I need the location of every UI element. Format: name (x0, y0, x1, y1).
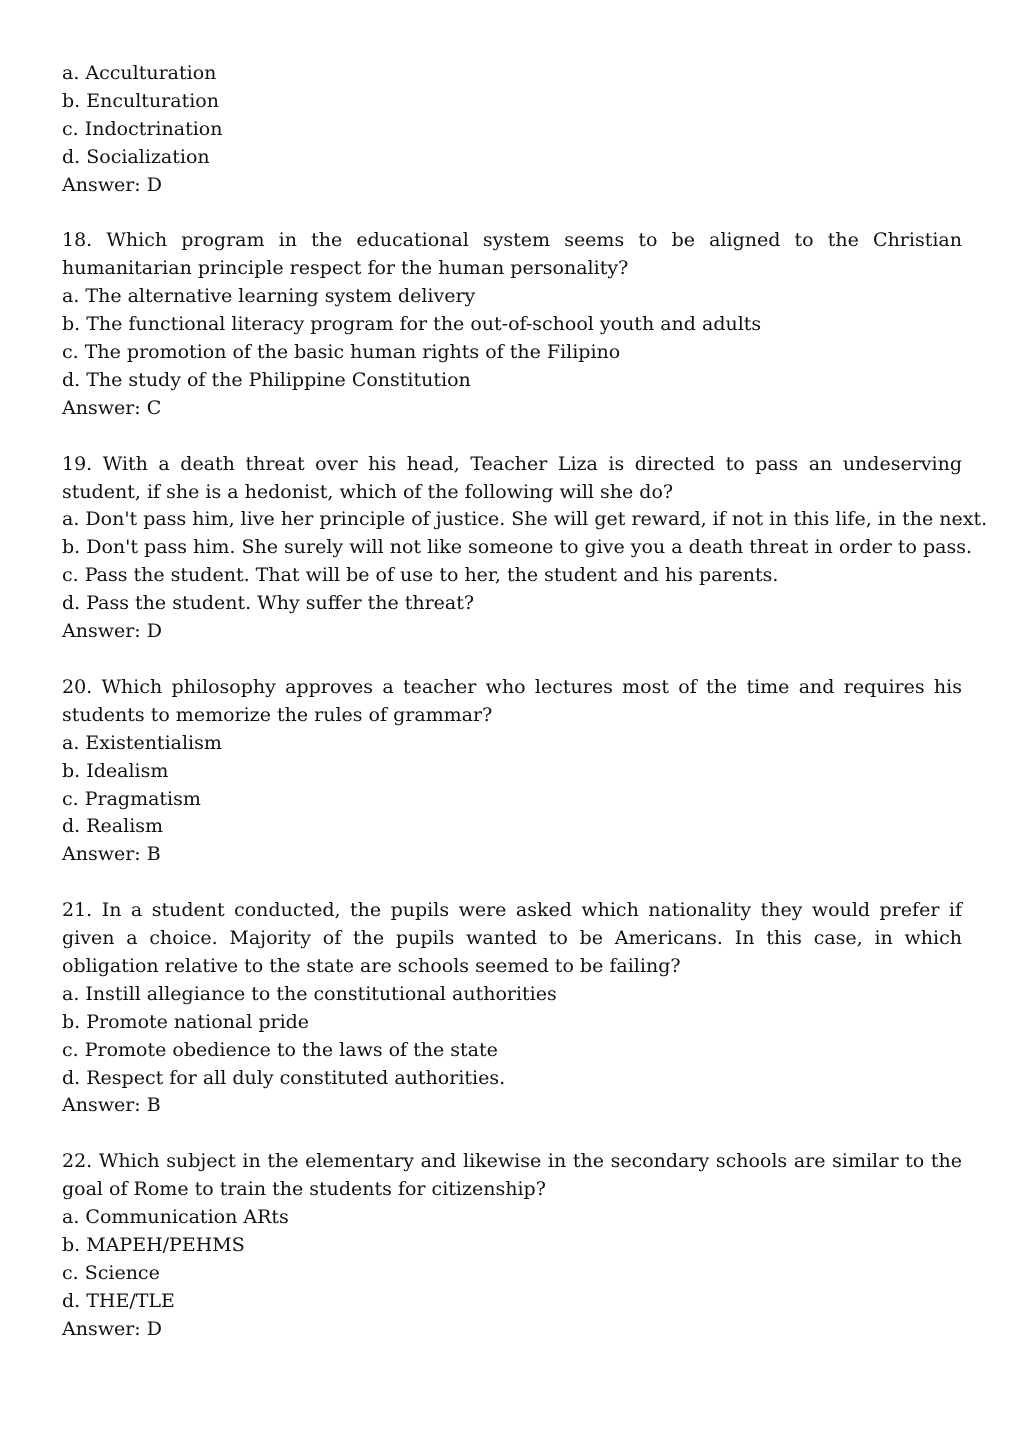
option-b: b. Don't pass him. She surely will not like someone to give you a death threat in order to pass. (62, 536, 973, 559)
option-b: b. Enculturation (62, 89, 219, 112)
section-spacer (62, 423, 962, 451)
question-text: 19. With a death threat over his head, Teacher Liza is directed to pass an undeserving student, if she is a hedonist, which of the following will she do? (62, 452, 962, 503)
section-spacer (62, 200, 962, 228)
option-a: a. Instill allegiance to the constitutional authorities (62, 982, 557, 1005)
answer-line: Answer: C (62, 396, 162, 419)
section-spacer (62, 646, 962, 674)
option-d: d. THE/TLE (62, 1289, 175, 1312)
option-d: d. Respect for all duly constituted authorities. (62, 1066, 506, 1089)
option-c: c. Indoctrination (62, 117, 223, 140)
document-page (62, 60, 988, 1344)
answer-line: Answer: D (62, 1317, 162, 1340)
section-spacer (62, 869, 962, 897)
answer-line: Answer: D (62, 173, 162, 196)
section-spacer (62, 1120, 962, 1148)
option-d: d. Socialization (62, 145, 210, 168)
option-b: b. MAPEH/PEHMS (62, 1233, 245, 1256)
option-a: a. Communication ARts (62, 1206, 289, 1229)
question-18-block (62, 227, 962, 422)
question-22-block (62, 1148, 962, 1343)
question-19-block (62, 451, 988, 646)
option-b: b. Idealism (62, 759, 169, 782)
option-c: c. Promote obedience to the laws of the state (62, 1038, 498, 1061)
option-d: d. The study of the Philippine Constitution (62, 368, 471, 391)
option-c: c. The promotion of the basic human rights of the Filipino (62, 341, 621, 364)
option-c: c. Pragmatism (62, 787, 201, 810)
option-a: a. Acculturation (62, 62, 217, 84)
answer-line: Answer: B (62, 1094, 161, 1117)
option-d: d. Realism (62, 815, 164, 838)
option-b: b. The functional literacy program for the out-of-school youth and adults (62, 313, 762, 336)
option-b: b. Promote national pride (62, 1010, 310, 1033)
option-a: a. Existentialism (62, 731, 222, 754)
question-text: 18. Which program in the educational system seems to be aligned to the Christian humanitarian principle respect for the human personality? (62, 229, 962, 280)
question-text: 20. Which philosophy approves a teacher who lectures most of the time and requires his students to memorize the rules of grammar? (62, 675, 962, 726)
option-a: a. Don't pass him, live her principle of justice. She will get reward, if not in this life, in the next. (62, 508, 988, 531)
option-c: c. Pass the student. That will be of use to her, the student and his parents. (62, 564, 779, 587)
question-17-block (62, 60, 962, 200)
answer-line: Answer: D (62, 620, 162, 643)
option-d: d. Pass the student. Why suffer the threat? (62, 592, 475, 615)
question-21-block (62, 897, 962, 1120)
question-text: 21. In a student conducted, the pupils were asked which nationality they would prefer if given a choice. Majority of the pupils wanted to be Americans. In this case, in which obligation relative to the state are schools seemed to be failing? (62, 899, 962, 977)
option-c: c. Science (62, 1261, 160, 1284)
question-20-block (62, 674, 962, 869)
question-text: 22. Which subject in the elementary and likewise in the secondary schools are similar to the goal of Rome to train the students for citizenship? (62, 1150, 962, 1201)
option-a: a. The alternative learning system delivery (62, 285, 476, 308)
answer-line: Answer: B (62, 843, 161, 866)
